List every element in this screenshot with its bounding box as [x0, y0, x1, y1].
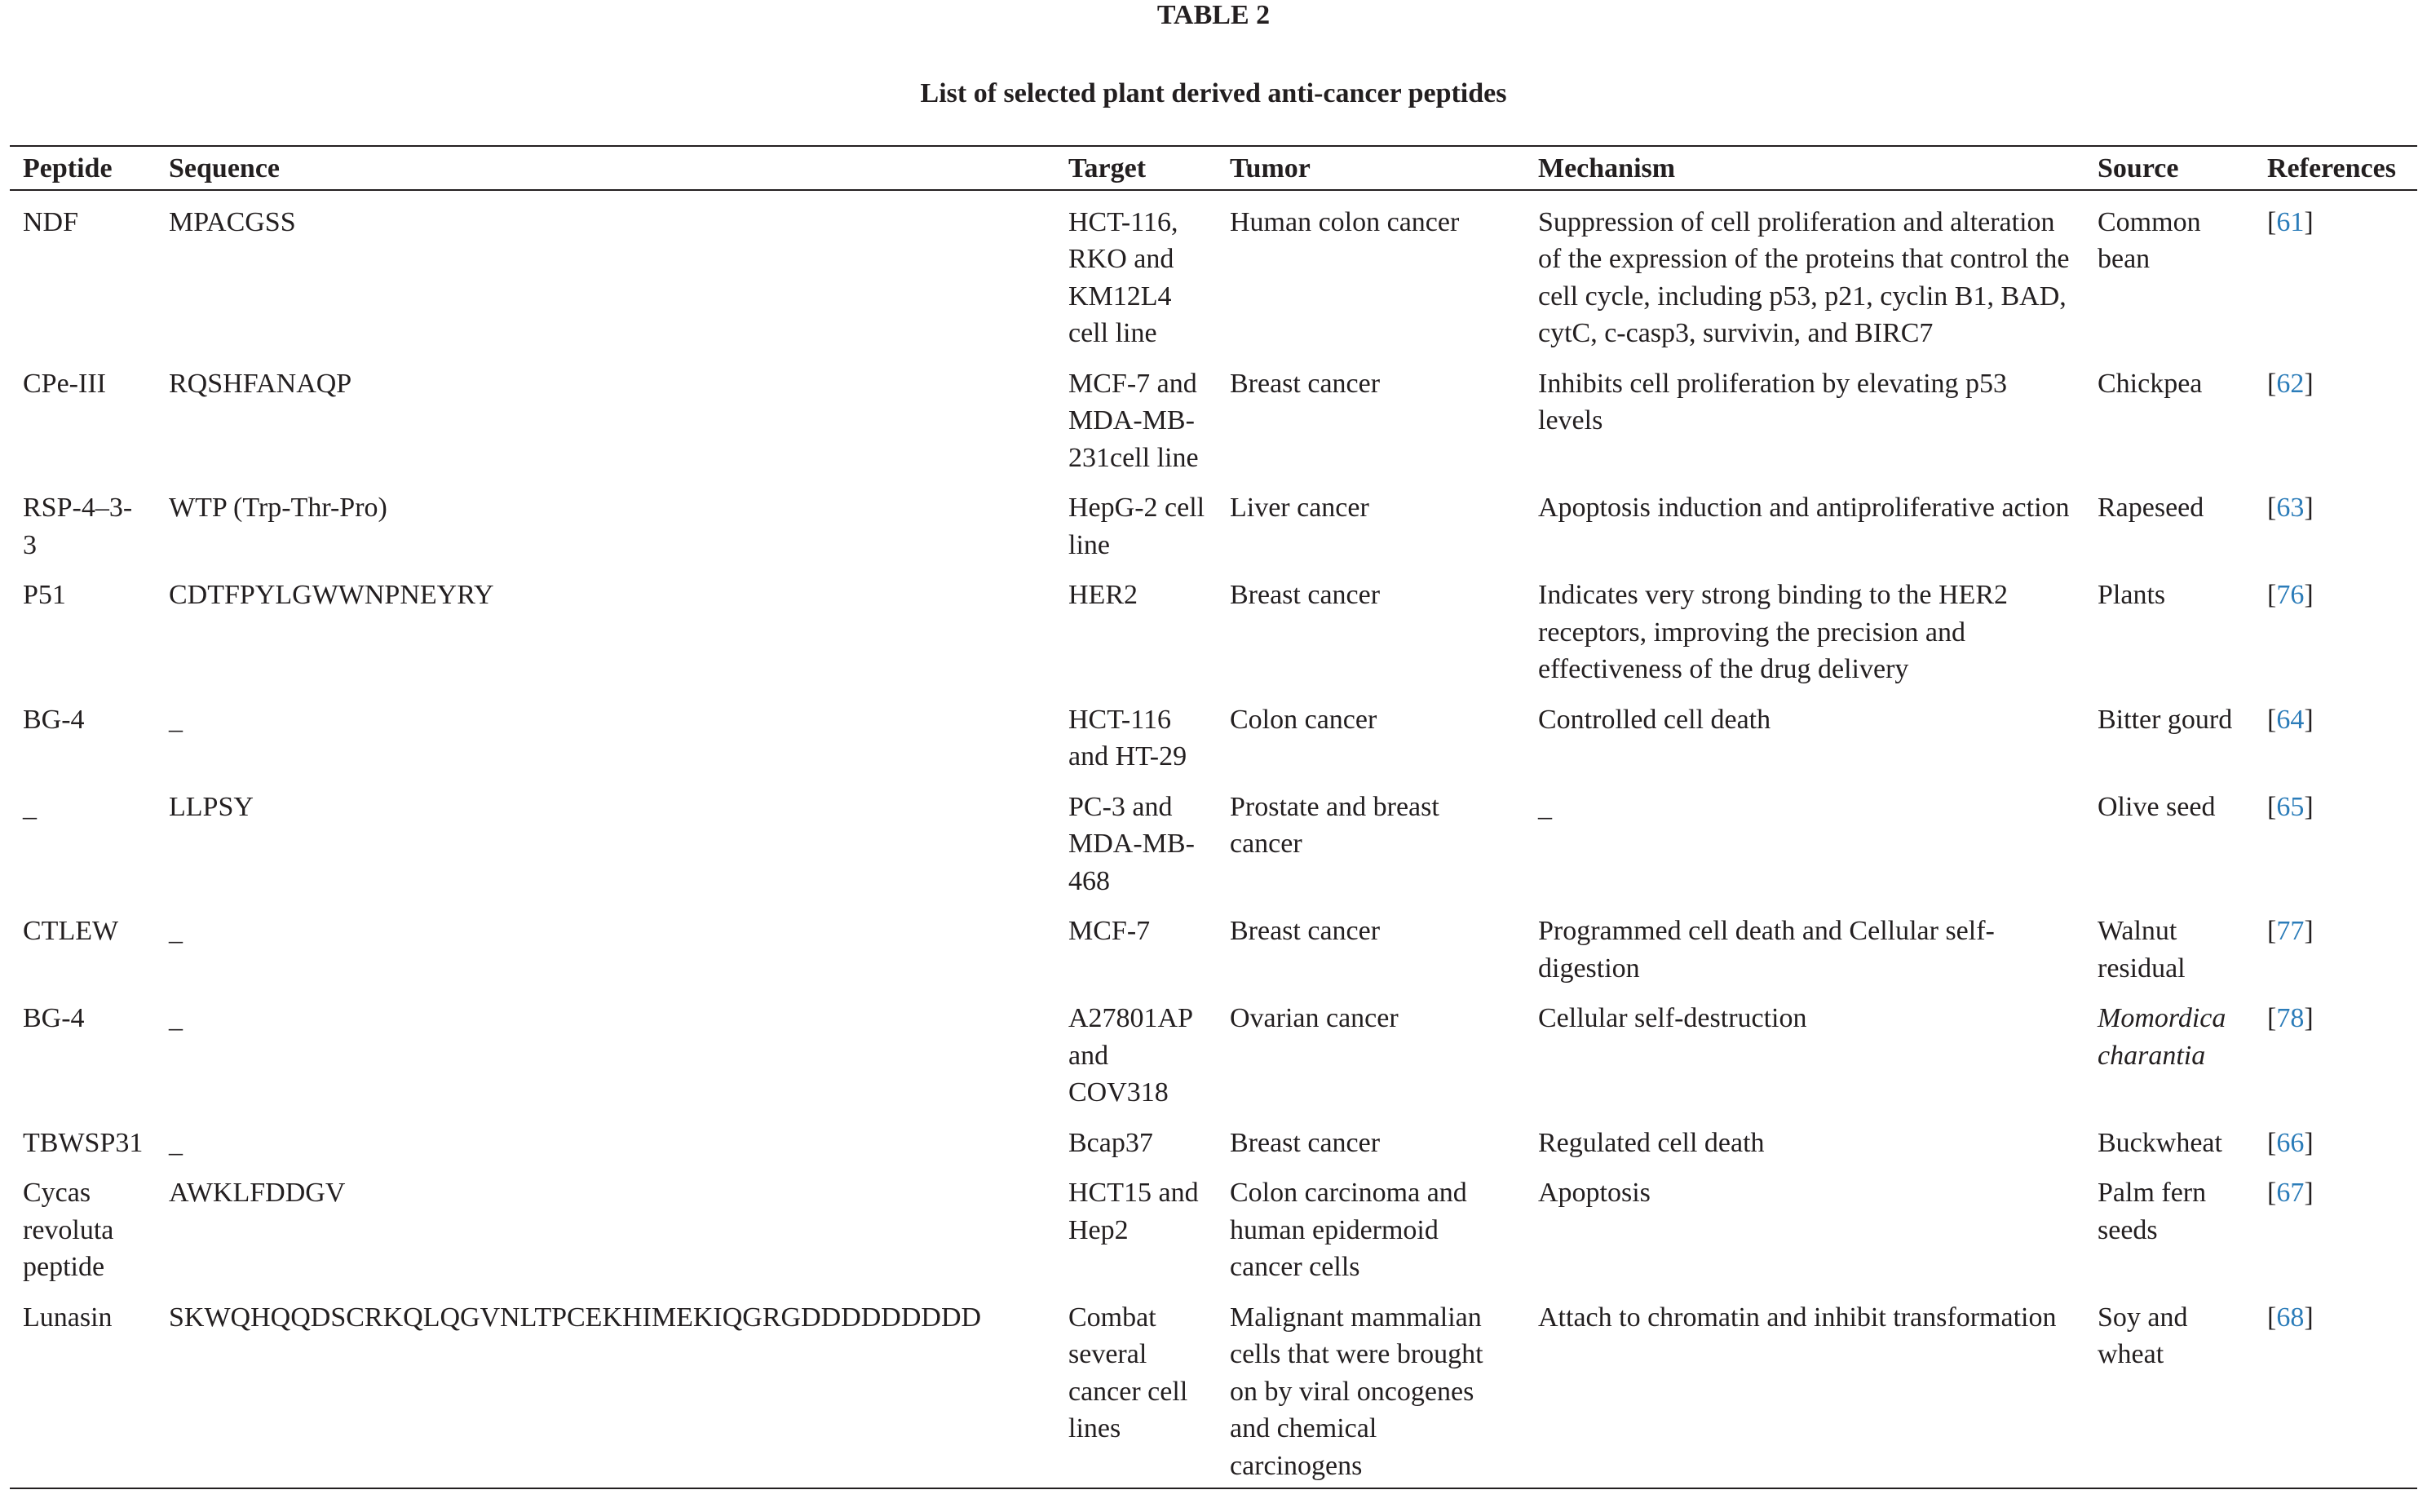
column-header-sequence: Sequence: [169, 153, 280, 183]
table-row: [10, 1161, 2417, 1286]
table-header-row: [10, 146, 2417, 190]
cell-peptide: NDF: [23, 206, 79, 237]
cell-mechanism: Regulated cell death: [1538, 1127, 1765, 1158]
cell-peptide: Cycas revoluta peptide: [23, 1178, 114, 1282]
reference-open-bracket: [: [2267, 1003, 2277, 1033]
column-header-peptide: Peptide: [23, 153, 113, 183]
reference-close-bracket: ]: [2304, 1178, 2314, 1208]
cell-source: Chickpea: [2098, 368, 2203, 399]
cell-source: Soy and wheat: [2098, 1302, 2188, 1369]
cell-reference: [2254, 1286, 2417, 1489]
reference-open-bracket: [: [2267, 704, 2277, 735]
cell-sequence: CDTFPYLGWWNPNEYRY: [169, 580, 494, 610]
cell-mechanism: Programmed cell death and Cellular self-digestion: [1538, 916, 1995, 984]
table-row: [10, 476, 2417, 564]
table-row: [10, 352, 2417, 477]
reference-close-bracket: ]: [2304, 493, 2314, 523]
cell-target: HER2: [1068, 580, 1138, 610]
cell-target: MCF-7: [1068, 916, 1151, 946]
cell-target: Bcap37: [1068, 1127, 1153, 1158]
reference-open-bracket: [: [2267, 206, 2277, 237]
cell-mechanism: Apoptosis: [1538, 1178, 1651, 1208]
cell-tumor: Breast cancer: [1230, 368, 1381, 399]
cell-mechanism: Cellular self-destruction: [1538, 1003, 1807, 1033]
cell-peptide: P51: [23, 580, 66, 610]
cell-reference: [2254, 564, 2417, 688]
reference-open-bracket: [: [2267, 368, 2277, 399]
cell-peptide: BG-4: [23, 1003, 85, 1033]
table-row: [10, 900, 2417, 987]
cell-peptide: CTLEW: [23, 916, 119, 946]
cell-tumor: Colon cancer: [1230, 704, 1377, 735]
reference-link[interactable]: 67: [2276, 1178, 2305, 1208]
cell-sequence: _: [169, 916, 183, 946]
reference-close-bracket: ]: [2304, 1003, 2314, 1033]
reference-link[interactable]: 61: [2276, 206, 2305, 237]
reference-link[interactable]: 66: [2276, 1127, 2305, 1158]
reference-open-bracket: [: [2267, 493, 2277, 523]
reference-open-bracket: [: [2267, 1178, 2277, 1208]
column-header-source: Source: [2098, 153, 2179, 183]
cell-source: Buckwheat: [2098, 1127, 2222, 1158]
reference-open-bracket: [: [2267, 916, 2277, 946]
cell-tumor: Colon carcinoma and human epidermoid cancer cells: [1230, 1178, 1467, 1282]
reference-close-bracket: ]: [2304, 206, 2314, 237]
cell-target: A27801AP and COV318: [1068, 1003, 1192, 1107]
cell-sequence: _: [169, 704, 183, 735]
cell-sequence: MPACGSS: [169, 206, 296, 237]
table-label: TABLE 2: [1156, 0, 1271, 30]
cell-peptide: RSP-4–3-3: [23, 493, 133, 560]
peptide-table: [10, 145, 2417, 1489]
cell-source: Bitter gourd: [2098, 704, 2233, 735]
table-row: [10, 564, 2417, 688]
cell-target: Combat several cancer cell lines: [1068, 1302, 1188, 1443]
reference-link[interactable]: 63: [2276, 493, 2305, 523]
cell-target: PC-3 and MDA-MB-468: [1068, 791, 1195, 896]
reference-open-bracket: [: [2267, 580, 2277, 610]
reference-link[interactable]: 77: [2276, 916, 2305, 946]
reference-close-bracket: ]: [2304, 916, 2314, 946]
cell-source: Momordica charantia: [2098, 1003, 2226, 1071]
cell-sequence: LLPSY: [169, 791, 254, 822]
reference-link[interactable]: 62: [2276, 368, 2305, 399]
cell-reference: [2254, 987, 2417, 1112]
cell-mechanism: Suppression of cell proliferation and alteration of the expression of the proteins that control the cell cycle, including p53, p21, cyclin B1, BAD, cytC, c-casp3, survivin, and BIRC7: [1538, 206, 2070, 348]
cell-source: Palm fern seeds: [2098, 1178, 2207, 1245]
cell-reference: [2254, 352, 2417, 477]
cell-tumor: Breast cancer: [1230, 580, 1381, 610]
table-row: [10, 1112, 2417, 1162]
cell-reference: [2254, 1112, 2417, 1162]
cell-tumor: Breast cancer: [1230, 1127, 1381, 1158]
cell-sequence: SKWQHQQDSCRKQLQGVNLTPCEKHIMEKIQGRGDDDDDDDDD: [169, 1302, 982, 1333]
cell-tumor: Breast cancer: [1230, 916, 1381, 946]
cell-mechanism: _: [1538, 791, 1552, 822]
cell-reference: [2254, 476, 2417, 564]
cell-source: Common bean: [2098, 206, 2201, 274]
reference-close-bracket: ]: [2304, 368, 2314, 399]
cell-peptide: CPe-III: [23, 368, 106, 399]
cell-mechanism: Controlled cell death: [1538, 704, 1771, 735]
reference-link[interactable]: 78: [2276, 1003, 2305, 1033]
reference-close-bracket: ]: [2304, 1127, 2314, 1158]
cell-reference: [2254, 688, 2417, 776]
cell-source: Plants: [2098, 580, 2166, 610]
cell-tumor: Human colon cancer: [1230, 206, 1460, 237]
reference-close-bracket: ]: [2304, 704, 2314, 735]
table-row: [10, 1286, 2417, 1489]
cell-mechanism: Attach to chromatin and inhibit transformation: [1538, 1302, 2057, 1333]
cell-target: HCT-116 and HT-29: [1068, 704, 1187, 771]
reference-link[interactable]: 76: [2276, 580, 2305, 610]
table-row: [10, 776, 2417, 900]
cell-peptide: TBWSP31: [23, 1127, 144, 1158]
table-row: [10, 987, 2417, 1112]
cell-target: HCT-116, RKO and KM12L4 cell line: [1068, 206, 1178, 348]
cell-reference: [2254, 1161, 2417, 1286]
reference-link[interactable]: 65: [2276, 791, 2305, 822]
table-row: [10, 190, 2417, 352]
cell-tumor: Liver cancer: [1230, 493, 1369, 523]
cell-sequence: _: [169, 1127, 183, 1158]
cell-mechanism: Apoptosis induction and antiproliferative action: [1538, 493, 2070, 523]
cell-tumor: Prostate and breast cancer: [1230, 791, 1439, 859]
cell-reference: [2254, 190, 2417, 352]
cell-sequence: AWKLFDDGV: [169, 1178, 346, 1208]
column-header-tumor: Tumor: [1230, 153, 1311, 183]
reference-close-bracket: ]: [2304, 1302, 2314, 1333]
reference-open-bracket: [: [2267, 1127, 2277, 1158]
column-header-references: References: [2267, 153, 2396, 183]
cell-peptide: _: [23, 791, 37, 822]
reference-open-bracket: [: [2267, 1302, 2277, 1333]
cell-sequence: RQSHFANAQP: [169, 368, 352, 399]
cell-target: MCF-7 and MDA-MB-231cell line: [1068, 368, 1199, 473]
cell-source: Walnut residual: [2098, 916, 2186, 984]
cell-tumor: Ovarian cancer: [1230, 1003, 1399, 1033]
cell-source: Olive seed: [2098, 791, 2216, 822]
reference-link[interactable]: 68: [2276, 1302, 2305, 1333]
cell-mechanism: Indicates very strong binding to the HER2 receptors, improving the precision and effectiveness of the drug delivery: [1538, 580, 2009, 684]
cell-peptide: Lunasin: [23, 1302, 113, 1333]
cell-sequence: _: [169, 1003, 183, 1033]
table-title: List of selected plant derived anti-cancer peptides: [920, 78, 1507, 108]
cell-reference: [2254, 900, 2417, 987]
cell-peptide: BG-4: [23, 704, 85, 735]
cell-tumor: Malignant mammalian cells that were brought on by viral oncogenes and chemical carcinogens: [1230, 1302, 1483, 1481]
cell-source: Rapeseed: [2098, 493, 2204, 523]
cell-target: HCT15 and Hep2: [1068, 1178, 1199, 1245]
cell-mechanism: Inhibits cell proliferation by elevating p53 levels: [1538, 368, 2008, 435]
column-header-target: Target: [1068, 153, 1147, 183]
cell-target: HepG-2 cell line: [1068, 493, 1205, 560]
column-header-mechanism: Mechanism: [1538, 153, 1676, 183]
reference-close-bracket: ]: [2304, 791, 2314, 822]
table-row: [10, 688, 2417, 776]
reference-close-bracket: ]: [2304, 580, 2314, 610]
reference-open-bracket: [: [2267, 791, 2277, 822]
cell-sequence: WTP (Trp-Thr-Pro): [169, 493, 387, 523]
cell-reference: [2254, 776, 2417, 900]
reference-link[interactable]: 64: [2276, 704, 2305, 735]
